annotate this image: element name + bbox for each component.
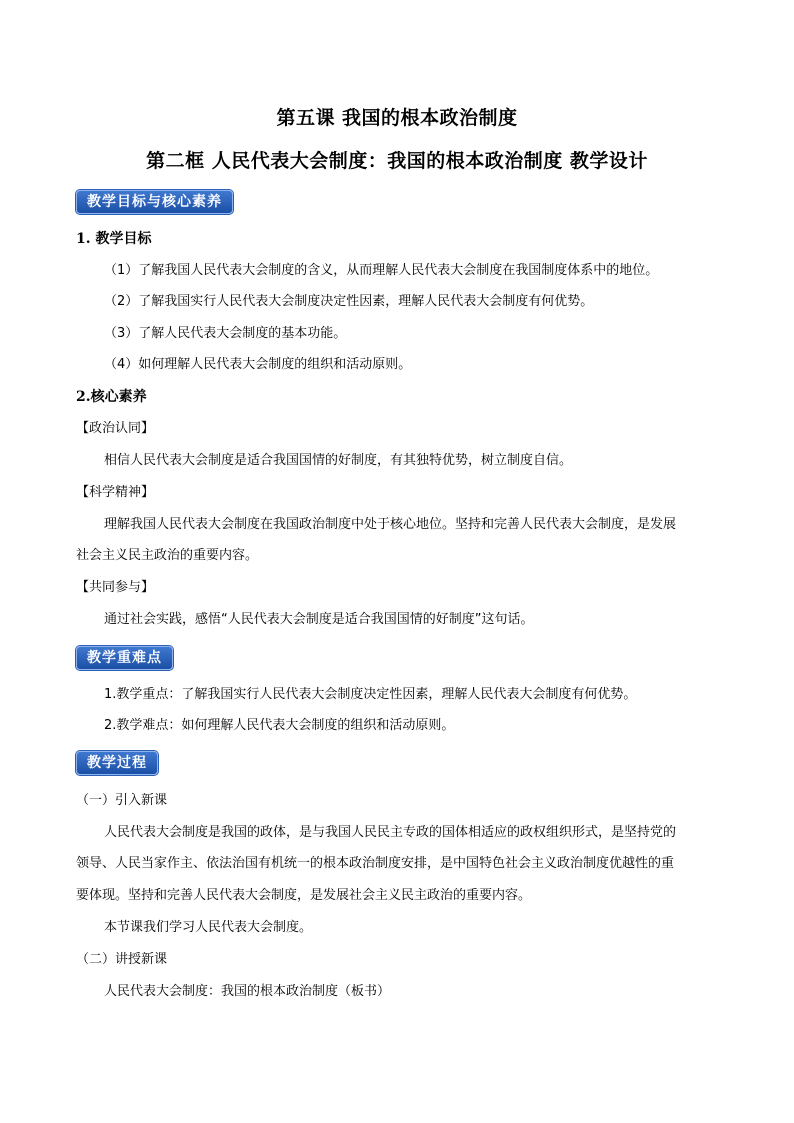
core-literacy-heading: 2.核心素养 (76, 389, 147, 405)
literacy-text: 理解我国人民代表大会制度在我国政治制度中处于核心地位。坚持和完善人民代表大会制度，是发展 (104, 517, 677, 532)
literacy-text: 通过社会实践，感悟“人民代表大会制度是适合我国国情的好制度”这句话。 (104, 612, 534, 627)
intro-heading: （一）引入新课 (76, 793, 168, 808)
goals-section-badge: 教学目标与核心素养 (76, 190, 233, 214)
literacy-label-participation: 【共同参与】 (76, 580, 155, 595)
goal-item: （2）了解我国实行人民代表大会制度决定性因素，理解人民代表大会制度有何优势。 (104, 294, 594, 309)
intro-paragraph-line: 人民代表大会制度是我国的政体，是与我国人民民主专政的国体相适应的政权组织形式，是坚持党的 (104, 825, 677, 840)
intro-paragraph-line: 领导、人民当家作主、依法治国有机统一的根本政治制度安排，是中国特色社会主义政治制度优越性的重 (76, 856, 675, 871)
goal-item: （3）了解人民代表大会制度的基本功能。 (104, 326, 347, 341)
teaching-goals-heading: 1. 教学目标 (76, 231, 152, 247)
key-points-section-badge: 教学重难点 (76, 646, 173, 670)
difficult-point-item: 2.教学难点：如何理解人民代表大会制度的组织和活动原则。 (104, 718, 455, 733)
key-point-item: 1.教学重点：了解我国实行人民代表大会制度决定性因素，理解人民代表大会制度有何优势。 (104, 687, 637, 702)
literacy-text: 社会主义民主政治的重要内容。 (76, 548, 259, 563)
goal-item: （4）如何理解人民代表大会制度的组织和活动原则。 (104, 357, 412, 372)
intro-paragraph-line: 要体现。坚持和完善人民代表大会制度，是发展社会主义民主政治的重要内容。 (76, 888, 532, 903)
literacy-text: 相信人民代表大会制度是适合我国国情的好制度，有其独特优势，树立制度自信。 (104, 453, 573, 468)
literacy-label-political: 【政治认同】 (76, 421, 155, 436)
section-title: 第二框 人民代表大会制度：我国的根本政治制度 教学设计 (146, 150, 648, 172)
teach-line: 人民代表大会制度：我国的根本政治制度（板书） (104, 984, 391, 999)
literacy-label-science: 【科学精神】 (76, 485, 155, 500)
teach-heading: （二）讲授新课 (76, 952, 168, 967)
lesson-title: 第五课 我国的根本政治制度 (276, 107, 518, 129)
process-section-badge: 教学过程 (76, 751, 158, 775)
goal-item: （1）了解我国人民代表大会制度的含义，从而理解人民代表大会制度在我国制度体系中的地位。 (104, 263, 659, 278)
intro-tail: 本节课我们学习人民代表大会制度。 (104, 920, 313, 935)
